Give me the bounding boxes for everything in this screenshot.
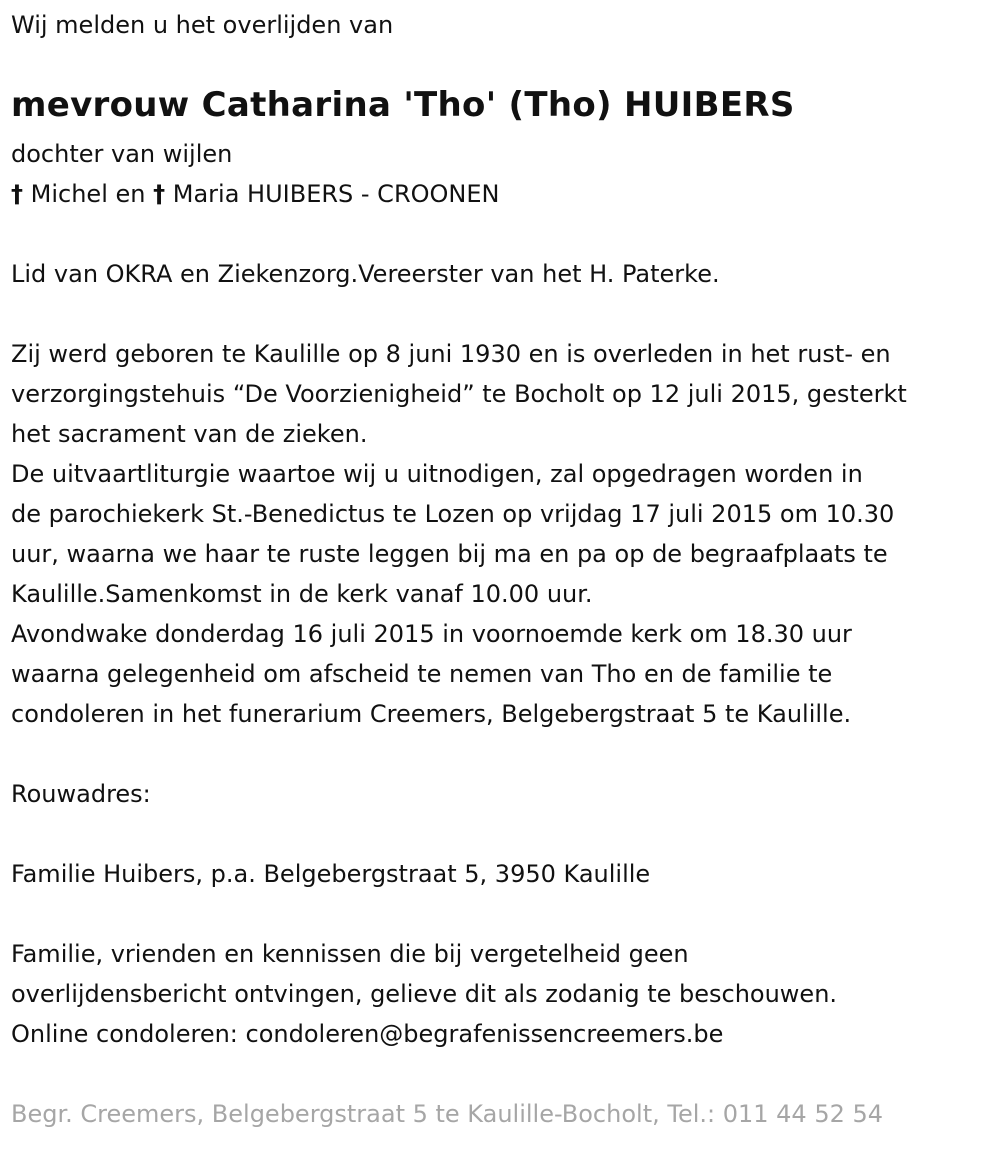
body-line: Avondwake donderdag 16 juli 2015 in voornoemde kerk om 18.30 uur xyxy=(11,620,852,648)
deceased-name: mevrouw Catharina 'Tho' (Tho) HUIBERS xyxy=(11,85,795,125)
mourning-address: Familie Huibers, p.a. Belgebergstraat 5, 3950 Kaulille xyxy=(11,860,651,888)
father-name: Michel en xyxy=(30,180,146,208)
closing-line: Familie, vrienden en kennissen die bij vergetelheid geen xyxy=(11,940,689,968)
intro-text: Wij melden u het overlijden van xyxy=(11,11,394,39)
online-condolence-line: Online condoleren: condoleren@begrafenissencreemers.be xyxy=(11,1020,724,1048)
body-line: het sacrament van de zieken. xyxy=(11,420,368,448)
membership-text: Lid van OKRA en Ziekenzorg.Vereerster van het H. Paterke. xyxy=(11,260,720,288)
body-line: de parochiekerk St.-Benedictus te Lozen op vrijdag 17 juli 2015 om 10.30 xyxy=(11,500,895,528)
body-line: waarna gelegenheid om afscheid te nemen van Tho en de familie te xyxy=(11,660,833,688)
cross-icon: † xyxy=(11,180,23,208)
body-line: Zij werd geboren te Kaulille op 8 juni 1930 en is overleden in het rust- en xyxy=(11,340,891,368)
address-label: Rouwadres: xyxy=(11,780,151,808)
closing-line: overlijdensbericht ontvingen, gelieve dit als zodanig te beschouwen. xyxy=(11,980,838,1008)
funeral-home-footer: Begr. Creemers, Belgebergstraat 5 te Kaulille-Bocholt, Tel.: 011 44 52 54 xyxy=(11,1100,884,1128)
body-line: condoleren in het funerarium Creemers, Belgebergstraat 5 te Kaulille. xyxy=(11,700,852,728)
parents-line xyxy=(11,174,499,214)
cross-icon: † xyxy=(153,180,166,208)
mother-name: Maria HUIBERS - CROONEN xyxy=(172,180,500,208)
body-line: De uitvaartliturgie waartoe wij u uitnodigen, zal opgedragen worden in xyxy=(11,460,863,488)
body-line: Kaulille.Samenkomst in de kerk vanaf 10.00 uur. xyxy=(11,580,593,608)
daughter-of-text: dochter van wijlen xyxy=(11,140,233,168)
body-line: verzorgingstehuis “De Voorzienigheid” te Bocholt op 12 juli 2015, gesterkt xyxy=(11,380,907,408)
body-line: uur, waarna we haar te ruste leggen bij ma en pa op de begraafplaats te xyxy=(11,540,888,568)
